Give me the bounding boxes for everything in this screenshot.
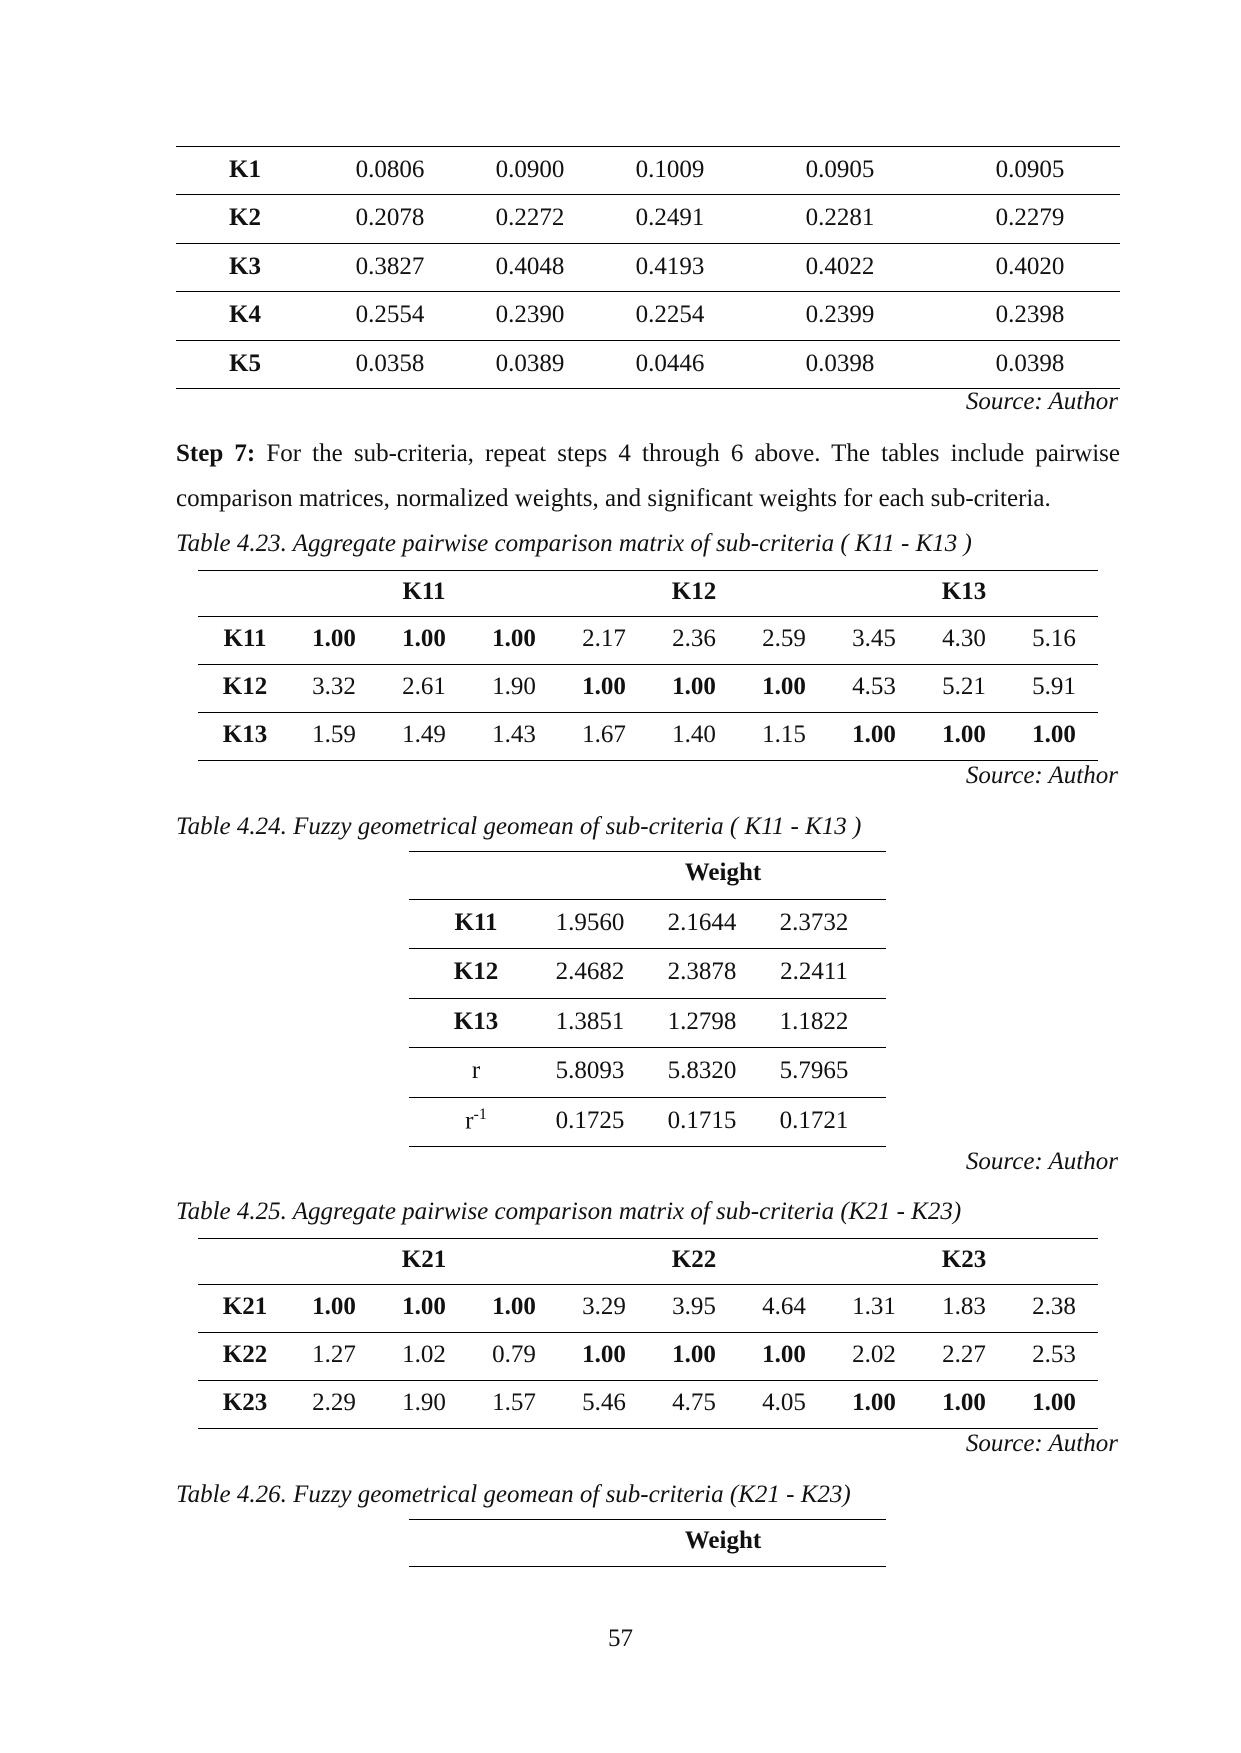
row-label: K3 xyxy=(229,252,261,280)
table-cell: 1.2798 xyxy=(667,1007,737,1035)
matrix-cell: 1.59 xyxy=(312,721,356,748)
table-cell: 0.2078 xyxy=(355,204,425,232)
table-row xyxy=(0,196,1241,240)
matrix-cell: 1.02 xyxy=(402,1341,446,1368)
matrix-cell: 2.61 xyxy=(402,673,446,700)
matrix-col-header: K11 xyxy=(402,578,446,605)
matrix-cell: 1.00 xyxy=(852,1389,896,1416)
row-label-text: r xyxy=(471,1057,481,1085)
table-cell: 0.0905 xyxy=(995,156,1065,183)
matrix-col-header: K21 xyxy=(401,1246,447,1273)
row-divider xyxy=(176,243,1120,244)
matrix-cell: 1.00 xyxy=(402,625,446,652)
matrix-cell: 3.32 xyxy=(312,673,356,700)
table-4-25-source: Source: Author xyxy=(965,1430,1118,1457)
matrix-cell: 2.17 xyxy=(582,625,626,652)
row-label xyxy=(431,909,521,937)
row-divider xyxy=(176,340,1120,341)
step7-paragraph xyxy=(176,431,1120,521)
matrix-cell: 1.57 xyxy=(492,1389,536,1416)
matrix-cell: 1.00 xyxy=(942,1389,986,1416)
table-row xyxy=(0,1099,1241,1143)
matrix-col-header: K23 xyxy=(941,1246,987,1273)
table-cell: 0.2279 xyxy=(995,204,1065,232)
table-4-26-caption: Table 4.26. Fuzzy geometrical geomean of sub-criteria (K21 - K23) xyxy=(176,1481,851,1508)
row-label-text: r xyxy=(465,1107,474,1135)
matrix-cell: 3.95 xyxy=(672,1293,716,1320)
table-4-24-weight-header: Weight xyxy=(684,859,762,886)
matrix-cell: 1.00 xyxy=(672,1341,716,1368)
matrix-cell: 1.00 xyxy=(582,673,626,700)
row-label-text: K13 xyxy=(453,1007,499,1035)
matrix-cell: 0.79 xyxy=(492,1341,536,1368)
table-row xyxy=(0,342,1241,386)
row-label: K2 xyxy=(229,204,261,232)
table-row xyxy=(0,1000,1241,1044)
matrix-cell: 4.64 xyxy=(762,1293,806,1320)
step7-label: Step 7: xyxy=(176,440,256,467)
matrix-cell: 2.29 xyxy=(312,1389,356,1416)
table-cell: 0.2554 xyxy=(355,301,425,329)
table-row xyxy=(0,148,1241,192)
table-4-24-caption: Table 4.24. Fuzzy geometrical geomean of sub-criteria ( K11 - K13 ) xyxy=(176,813,862,840)
row-label-text: K11 xyxy=(454,909,498,936)
matrix-cell: 1.00 xyxy=(312,625,356,652)
table-cell: 0.2390 xyxy=(495,301,565,329)
matrix-cell: 1.00 xyxy=(582,1341,626,1368)
table-4-23-caption: Table 4.23. Aggregate pairwise comparison matrix of sub-criteria ( K11 - K13 ) xyxy=(176,530,972,557)
row-label xyxy=(431,958,521,986)
table-row xyxy=(0,1049,1241,1093)
matrix-cell: 1.00 xyxy=(1032,1389,1076,1416)
table-cell: 0.0905 xyxy=(805,156,875,183)
row-divider xyxy=(409,998,886,999)
table-cell: 0.0398 xyxy=(805,349,875,377)
matrix-cell: 2.27 xyxy=(942,1341,986,1368)
matrix-cell: 1.49 xyxy=(402,721,446,748)
matrix-row-label: K22 xyxy=(222,1341,268,1368)
matrix-cell: 1.00 xyxy=(312,1293,356,1320)
matrix-cell: 1.40 xyxy=(672,721,716,748)
matrix-cell: 4.05 xyxy=(762,1389,806,1416)
table-cell: 0.2398 xyxy=(995,301,1065,329)
matrix-cell: 1.27 xyxy=(312,1341,356,1368)
table-cell: 5.8093 xyxy=(555,1057,625,1085)
matrix-row xyxy=(0,617,1241,661)
table-4-24-source: Source: Author xyxy=(965,1148,1118,1175)
matrix-cell: 5.21 xyxy=(942,673,986,700)
row-divider xyxy=(409,948,886,949)
matrix-row xyxy=(0,665,1241,709)
table-row xyxy=(0,245,1241,289)
matrix-cell: 1.00 xyxy=(492,1293,536,1320)
table-cell: 0.4022 xyxy=(805,252,875,280)
table-cell: 1.1822 xyxy=(779,1007,849,1035)
table-cell: 0.1721 xyxy=(779,1106,849,1134)
matrix-cell: 1.00 xyxy=(402,1293,446,1320)
matrix-cell: 1.00 xyxy=(852,721,896,748)
page-number: 57 xyxy=(608,1625,633,1652)
table-cell: 0.2272 xyxy=(495,204,565,232)
matrix-cell: 4.75 xyxy=(672,1389,716,1416)
matrix-cell: 1.00 xyxy=(672,673,716,700)
matrix-cell: 2.38 xyxy=(1032,1293,1076,1320)
matrix-cell: 2.53 xyxy=(1032,1341,1076,1368)
matrix-row xyxy=(0,1381,1241,1425)
table-cell: 0.3827 xyxy=(355,252,425,280)
table-cell: 1.9560 xyxy=(555,909,625,936)
row-label xyxy=(431,1008,521,1036)
table-cell: 2.3878 xyxy=(667,958,737,986)
matrix-row-label: K21 xyxy=(222,1293,268,1320)
matrix-cell: 1.43 xyxy=(492,721,536,748)
matrix-cell: 3.29 xyxy=(582,1293,626,1320)
matrix-cell: 5.16 xyxy=(1032,625,1076,652)
matrix-cell: 1.00 xyxy=(1032,721,1076,748)
matrix-cell: 5.91 xyxy=(1032,673,1076,700)
table-row xyxy=(0,901,1241,945)
matrix-cell: 5.46 xyxy=(582,1389,626,1416)
matrix-cell: 1.31 xyxy=(852,1293,896,1320)
matrix-cell: 2.02 xyxy=(852,1341,896,1368)
matrix-row-label: K11 xyxy=(223,625,267,652)
row-label xyxy=(431,1057,521,1085)
matrix-cell: 1.00 xyxy=(942,721,986,748)
table-cell: 0.0446 xyxy=(635,349,705,377)
table-cell: 0.1715 xyxy=(667,1106,737,1134)
table-cell: 0.0358 xyxy=(355,349,425,377)
matrix-row-label: K13 xyxy=(222,721,268,748)
matrix-row-label: K12 xyxy=(222,673,268,700)
table-4-25-caption: Table 4.25. Aggregate pairwise comparison matrix of sub-criteria (K21 - K23) xyxy=(176,1198,962,1225)
table-cell: 5.8320 xyxy=(667,1057,737,1085)
matrix-row-label: K23 xyxy=(222,1389,268,1416)
matrix-cell: 1.83 xyxy=(942,1293,986,1320)
table-cell: 0.0398 xyxy=(995,349,1065,377)
table-cell: 2.2411 xyxy=(780,958,848,986)
row-label: K5 xyxy=(229,349,261,377)
table-cell: 1.3851 xyxy=(555,1007,625,1035)
row-label-sup: -1 xyxy=(473,1105,487,1123)
table-row xyxy=(0,950,1241,994)
table-cell: 0.0806 xyxy=(355,156,425,183)
table-cell: 2.4682 xyxy=(555,958,625,986)
row-divider xyxy=(409,1097,886,1098)
table-cell: 5.7965 xyxy=(779,1057,849,1085)
matrix-cell: 1.67 xyxy=(582,721,626,748)
table-4-26-weight-header: Weight xyxy=(684,1527,762,1554)
table-cell: 2.3732 xyxy=(779,909,849,936)
table-cell: 0.0900 xyxy=(495,156,565,183)
table-cell: 0.0389 xyxy=(495,349,565,377)
row-label: K1 xyxy=(229,156,261,183)
row-label xyxy=(431,1106,521,1135)
table-cell: 0.1009 xyxy=(635,156,705,183)
step7-text: For the sub-criteria, repeat steps 4 through 6 above. The tables include pairwise comparison matrices, normalized weights, and significant weights for each sub-criteria. xyxy=(176,440,1120,512)
table-cell: 0.4048 xyxy=(495,252,565,280)
matrix-cell: 1.00 xyxy=(492,625,536,652)
row-divider xyxy=(176,291,1120,292)
matrix-cell: 1.15 xyxy=(762,721,806,748)
matrix-cell: 4.30 xyxy=(942,625,986,652)
matrix-cell: 3.45 xyxy=(852,625,896,652)
table-cell: 0.1725 xyxy=(555,1106,625,1134)
row-label: K4 xyxy=(229,301,261,329)
table-4-23-source: Source: Author xyxy=(965,762,1118,789)
row-divider xyxy=(409,1047,886,1048)
matrix-row xyxy=(0,713,1241,757)
table-row xyxy=(0,293,1241,337)
row-divider xyxy=(176,194,1120,195)
matrix-col-header: K13 xyxy=(941,578,987,605)
matrix-cell: 1.90 xyxy=(492,673,536,700)
matrix-col-header: K22 xyxy=(671,1246,717,1273)
matrix-cell: 2.36 xyxy=(672,625,716,652)
row-label-text: K12 xyxy=(453,958,499,986)
matrix-cell: 1.00 xyxy=(762,1341,806,1368)
table-cell: 0.4193 xyxy=(635,252,705,280)
matrix-row xyxy=(0,1285,1241,1329)
matrix-cell: 4.53 xyxy=(852,673,896,700)
table-cell: 0.2399 xyxy=(805,301,875,329)
table-cell: 0.2254 xyxy=(635,301,705,329)
matrix-cell: 1.90 xyxy=(402,1389,446,1416)
table-cell: 2.1644 xyxy=(667,909,737,936)
table-cell: 0.4020 xyxy=(995,252,1065,280)
matrix-row xyxy=(0,1333,1241,1377)
top-table-source: Source: Author xyxy=(965,388,1118,415)
matrix-cell: 2.59 xyxy=(762,625,806,652)
matrix-col-header: K12 xyxy=(671,578,717,605)
matrix-cell: 1.00 xyxy=(762,673,806,700)
table-cell: 0.2281 xyxy=(805,204,875,232)
table-cell: 0.2491 xyxy=(635,204,705,232)
